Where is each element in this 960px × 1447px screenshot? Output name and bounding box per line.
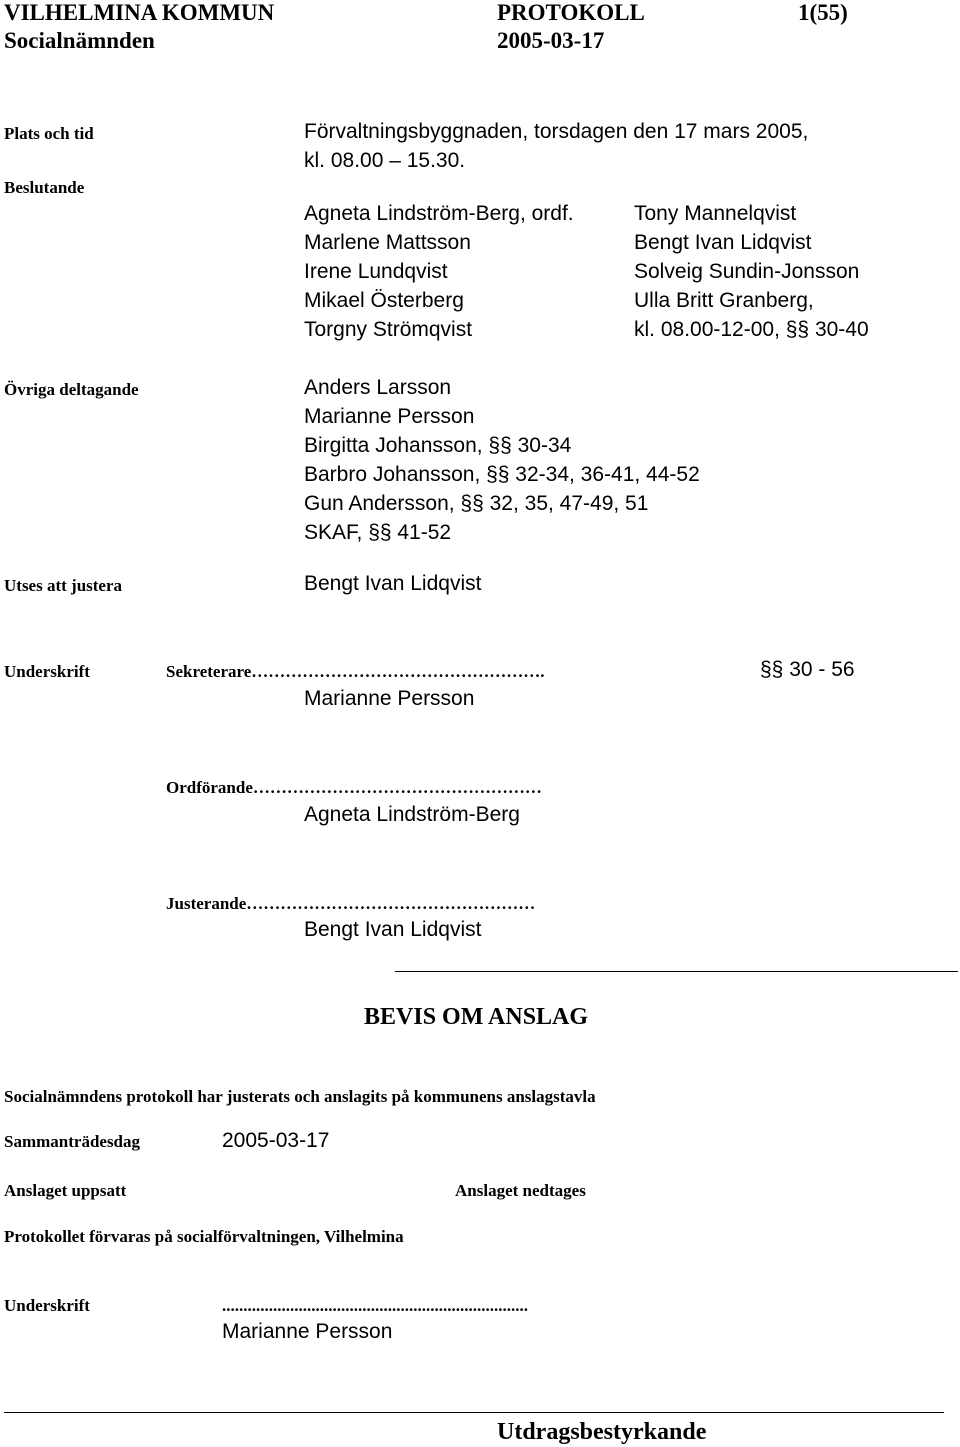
secretary-name: Marianne Persson	[304, 687, 475, 710]
meeting-date: 2005-03-17	[497, 28, 605, 53]
other-participant: Gun Andersson, §§ 32, 35, 47-49, 51	[304, 492, 649, 515]
section-divider	[395, 971, 958, 972]
deciding-member: Agneta Lindström-Berg, ordf.	[304, 202, 574, 225]
deciding-member: Tony Mannelqvist	[634, 202, 797, 225]
other-participant: Barbro Johansson, §§ 32-34, 36-41, 44-52	[304, 463, 700, 486]
org-name: VILHELMINA KOMMUN	[4, 0, 275, 25]
notice-signer-name: Marianne Persson	[222, 1320, 393, 1343]
posted-label: Anslaget uppsatt	[4, 1181, 127, 1200]
meeting-date-label: Sammanträdesdag	[4, 1132, 141, 1151]
adjuster-signature-line: Justerande……………………………………………	[166, 894, 536, 913]
adjuster-name: Bengt Ivan Lidqvist	[304, 918, 482, 941]
deciding-member: Marlene Mattsson	[304, 231, 471, 254]
meeting-date-value: 2005-03-17	[222, 1129, 330, 1152]
other-participant: Marianne Persson	[304, 405, 475, 428]
other-participant: SKAF, §§ 41-52	[304, 521, 452, 544]
deciding-member: Ulla Britt Granberg,	[634, 289, 814, 312]
deciding-member: Irene Lundqvist	[304, 260, 448, 283]
others-label: Övriga deltagande	[4, 380, 139, 399]
deciding-member: Torgny Strömqvist	[304, 318, 473, 341]
document-type: PROTOKOLL	[497, 0, 645, 25]
secretary-signature-line: Sekreterare…………………………………………….	[166, 662, 545, 681]
page-number: 1(55)	[798, 0, 848, 25]
other-participant: Anders Larsson	[304, 376, 452, 399]
other-participant: Birgitta Johansson, §§ 30-34	[304, 434, 572, 457]
paragraph-range: §§ 30 - 56	[760, 658, 855, 681]
chair-name: Agneta Lindström-Berg	[304, 803, 520, 826]
adjust-name: Bengt Ivan Lidqvist	[304, 572, 482, 595]
removed-label: Anslaget nedtages	[455, 1181, 586, 1200]
place-line-1: Förvaltningsbyggnaden, torsdagen den 17 mars 2005,	[304, 120, 809, 143]
signature-label: Underskrift	[4, 662, 90, 681]
adjust-label: Utses att justera	[4, 576, 123, 595]
committee-name: Socialnämnden	[4, 28, 155, 53]
extract-certification-label: Utdragsbestyrkande	[497, 1419, 707, 1445]
deciding-member: Solveig Sundin-Jonsson	[634, 260, 860, 283]
deciding-label: Beslutande	[4, 178, 85, 197]
place-label: Plats och tid	[4, 124, 94, 143]
chair-signature-line: Ordförande……………………………………………	[166, 778, 542, 797]
notice-signature-line: ........................................................................	[222, 1296, 528, 1315]
notice-statement: Socialnämndens protokoll har justerats och anslagits på kommunens anslagstavla	[4, 1087, 596, 1106]
place-line-2: kl. 08.00 – 15.30.	[304, 149, 466, 172]
deciding-member: Mikael Österberg	[304, 289, 464, 312]
deciding-member: Bengt Ivan Lidqvist	[634, 231, 812, 254]
deciding-member-time: kl. 08.00-12-00, §§ 30-40	[634, 318, 869, 341]
footer-divider	[4, 1412, 944, 1413]
notice-title: BEVIS OM ANSLAG	[364, 1004, 589, 1030]
notice-signature-label: Underskrift	[4, 1296, 90, 1315]
storage-note: Protokollet förvaras på socialförvaltningen, Vilhelmina	[4, 1227, 404, 1246]
